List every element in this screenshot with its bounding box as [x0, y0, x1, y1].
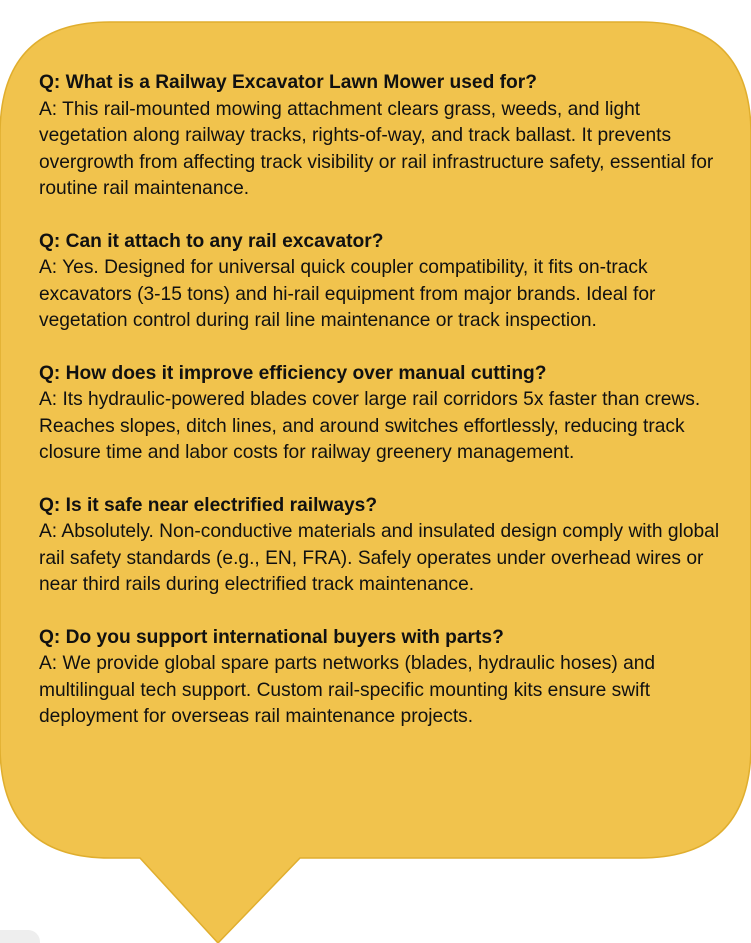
faq-answer: A: Its hydraulic-powered blades cover large rail corridors 5x faster than crews. Reaches slopes, ditch lines, and around switches effortlessly, reducing track closure time and labor costs for railway greenery management. [39, 389, 701, 463]
faq-answer: A: This rail-mounted mowing attachment clears grass, weeds, and light vegetation along railway tracks, rights-of-way, and track ballast. It prevents overgrowth from affecting track visibility or rail infrastructure safety, essential for routine rail maintenance. [39, 98, 714, 199]
faq-answer: A: Absolutely. Non-conductive materials and insulated design comply with global rail safety standards (e.g., EN, FRA). Safely operates under overhead wires or near third rails during electrified track maintenance. [39, 521, 720, 595]
faq-item-2 [39, 229, 729, 335]
corner-shadow [0, 930, 40, 943]
faq-answer: A: We provide global spare parts networks (blades, hydraulic hoses) and multilingual tech support. Custom rail-specific mounting kits ensure swift deployment for overseas rail maintenance projects. [39, 653, 656, 727]
faq-question: Q: Do you support international buyers with parts? [39, 626, 504, 648]
faq-item-1 [39, 70, 729, 203]
faq-item-3 [39, 361, 729, 467]
faq-question: Q: Can it attach to any rail excavator? [39, 230, 384, 252]
faq-question: Q: How does it improve efficiency over manual cutting? [39, 362, 547, 384]
faq-question: Q: Is it safe near electrified railways? [39, 494, 378, 516]
faq-item-5 [39, 625, 729, 731]
faq-answer: A: Yes. Designed for universal quick coupler compatibility, it fits on-track excavators (3-15 tons) and hi-rail equipment from major brands. Ideal for vegetation control during rail line maintenance or track inspection. [39, 257, 656, 331]
faq-item-4 [39, 493, 729, 599]
faq-question: Q: What is a Railway Excavator Lawn Mower used for? [39, 72, 537, 93]
faq-list [39, 70, 729, 757]
